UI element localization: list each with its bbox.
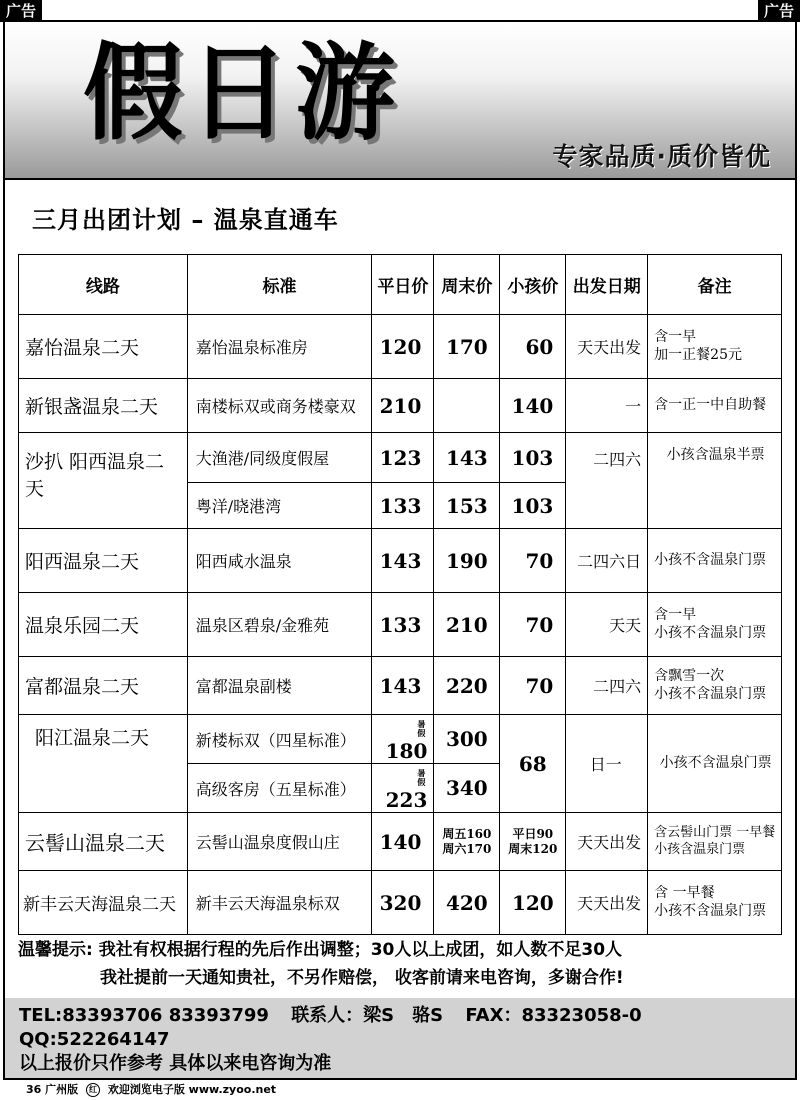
departure-date: 二四六 (566, 433, 648, 529)
room-standard: 高级客房（五星标准） (187, 764, 372, 813)
route-name: 沙扒 阳西温泉二天 (19, 433, 188, 529)
header-weekend: 周末价 (434, 255, 500, 315)
remark-line: 小孩不含温泉门票 (654, 624, 767, 641)
remark (648, 871, 782, 935)
header-note: 备注 (648, 255, 782, 315)
table-header-row (19, 255, 782, 315)
remark (648, 593, 782, 657)
header-banner (5, 22, 795, 180)
route-name: 阳江温泉二天 (19, 715, 188, 813)
room-standard: 大渔港/同级度假屋 (187, 433, 372, 483)
route-name: 温泉乐园二天 (19, 593, 188, 657)
child-price: 68 (500, 715, 566, 813)
fax-number: FAX：83323058-0 (465, 1005, 642, 1026)
plan-title: 三月出团计划 – 温泉直通车 (32, 206, 339, 234)
weekend-price (434, 379, 500, 433)
child-price: 70 (500, 657, 566, 715)
table-row (19, 715, 782, 764)
remark-line: 小孩含温泉门票 (654, 841, 746, 857)
route-name: 新银盏温泉二天 (19, 379, 188, 433)
weekend-price: 143 (434, 433, 500, 483)
header-standard: 标准 (187, 255, 372, 315)
weekend-price: 340 (434, 764, 500, 813)
room-standard: 阳西咸水温泉 (187, 529, 372, 593)
remark-line: 含飘雪一次 (654, 668, 725, 684)
weekend-price (434, 813, 500, 871)
table-row (19, 813, 782, 871)
brand-title: 假日游 (83, 32, 401, 155)
header-weekday: 平日价 (372, 255, 434, 315)
weekend-price: 153 (434, 483, 500, 529)
room-standard: 云髻山温泉度假山庄 (187, 813, 372, 871)
ad-tag-left: 广告 (0, 0, 42, 22)
child-price: 140 (500, 379, 566, 433)
publisher-logo: 红 (86, 1083, 100, 1097)
phone-numbers: TEL:83393706 83393799 (19, 1005, 269, 1026)
remark-line: 小孩不含温泉门票 (654, 685, 767, 702)
departure-date: 天天出发 (566, 813, 648, 871)
room-standard: 新丰云天海温泉标双 (187, 871, 372, 935)
weekend-price: 190 (434, 529, 500, 593)
table-row (19, 593, 782, 657)
remark (648, 657, 782, 715)
weekday-price: 133 (372, 593, 434, 657)
contact-person: 联系人：梁S 骆S (291, 1005, 444, 1026)
weekend-line: 周六170 (442, 841, 492, 856)
remark-line: 小孩不含温泉门票 (654, 902, 767, 919)
departure-date: 二四六日 (566, 529, 648, 593)
room-standard: 嘉怡温泉标准房 (187, 315, 372, 379)
departure-date: 日一 (566, 715, 648, 813)
remark-line: 含一早 (654, 607, 697, 623)
header-date: 出发日期 (566, 255, 648, 315)
child-price: 120 (500, 871, 566, 935)
child-price (500, 813, 566, 871)
route-name: 云髻山温泉二天 (19, 813, 188, 871)
footer-website[interactable]: 欢迎浏览电子版 www.zyoo.net (107, 1083, 277, 1096)
weekday-price: 143 (372, 657, 434, 715)
edition-name: 广州版 (45, 1083, 79, 1096)
remark: 小孩不含温泉门票 (648, 529, 782, 593)
child-line: 周末120 (508, 841, 558, 856)
room-standard: 富都温泉副楼 (187, 657, 372, 715)
child-price: 103 (500, 433, 566, 483)
route-name: 阳西温泉二天 (19, 529, 188, 593)
weekday-price: 140 (372, 813, 434, 871)
route-name: 新丰云天海温泉二天 (19, 871, 188, 935)
page-number: 36 (26, 1083, 42, 1096)
weekday-value: 223 (385, 788, 428, 812)
child-price: 103 (500, 483, 566, 529)
weekend-line: 周五160 (442, 827, 492, 842)
weekday-price: 143 (372, 529, 434, 593)
remark: 小孩含温泉半票 (648, 433, 782, 529)
route-name: 富都温泉二天 (19, 657, 188, 715)
table-row (19, 871, 782, 935)
remark-line: 含云髻山门票 一早餐 (654, 825, 776, 841)
table-row (19, 529, 782, 593)
room-standard: 温泉区碧泉/金雅苑 (187, 593, 372, 657)
departure-date: 天天 (566, 593, 648, 657)
header-route: 线路 (19, 255, 188, 315)
weekday-price: 133 (372, 483, 434, 529)
weekday-price: 320 (372, 871, 434, 935)
weekday-price (372, 764, 434, 813)
remark: 含一正一中自助餐 (648, 379, 782, 433)
departure-date: 天天出发 (566, 315, 648, 379)
table-row (19, 433, 782, 483)
summer-tag: 暑假 (417, 767, 426, 787)
weekend-price: 300 (434, 715, 500, 764)
child-line: 平日90 (512, 827, 554, 842)
header-child: 小孩价 (500, 255, 566, 315)
tips-text-1: 我社有权根据行程的先后作出调整；30人以上成团，如人数不足30人 (98, 940, 623, 960)
weekday-value: 180 (385, 739, 428, 763)
departure-date: 二四六 (566, 657, 648, 715)
table-row (19, 315, 782, 379)
weekend-price: 420 (434, 871, 500, 935)
weekday-price: 120 (372, 315, 434, 379)
contact-row (19, 1004, 781, 1028)
contact-bar (5, 998, 795, 1078)
table-row (19, 379, 782, 433)
remark (648, 315, 782, 379)
qq-number: QQ:522264147 (19, 1029, 170, 1050)
room-standard: 粤洋/晓港湾 (187, 483, 372, 529)
weekend-price: 210 (434, 593, 500, 657)
routes-table (18, 254, 782, 935)
child-price: 60 (500, 315, 566, 379)
route-name: 嘉怡温泉二天 (19, 315, 188, 379)
tips-text-2: 我社提前一天通知贵社，不另作赔偿， 收客前请来电咨询，多谢合作! (100, 968, 624, 988)
child-price: 70 (500, 593, 566, 657)
room-standard: 新楼标双（四星标准） (187, 715, 372, 764)
remark: 小孩不含温泉门票 (648, 715, 782, 813)
table-row (19, 657, 782, 715)
remark-line: 含一早 (654, 329, 697, 345)
tips-section (18, 936, 788, 992)
tips-label: 温馨提示: (18, 940, 93, 960)
tips-line-1 (18, 936, 788, 964)
price-disclaimer: 以上报价只作参考 具体以来电咨询为准 (19, 1053, 332, 1074)
remark-line: 含 一早餐 (654, 885, 715, 901)
remark (648, 813, 782, 871)
departure-date: 一 (566, 379, 648, 433)
summer-tag: 暑假 (417, 718, 426, 738)
remark-line: 加一正餐25元 (654, 346, 742, 363)
weekday-price: 210 (372, 379, 434, 433)
page-footer (26, 1082, 276, 1098)
weekday-price (372, 715, 434, 764)
weekend-price: 170 (434, 315, 500, 379)
weekday-price: 123 (372, 433, 434, 483)
brand-slogan: 专家品质·质价皆优 (552, 142, 771, 171)
child-price: 70 (500, 529, 566, 593)
departure-date: 天天出发 (566, 871, 648, 935)
room-standard: 南楼标双或商务楼豪双 (187, 379, 372, 433)
ad-tag-right: 广告 (758, 0, 800, 22)
weekend-price: 220 (434, 657, 500, 715)
